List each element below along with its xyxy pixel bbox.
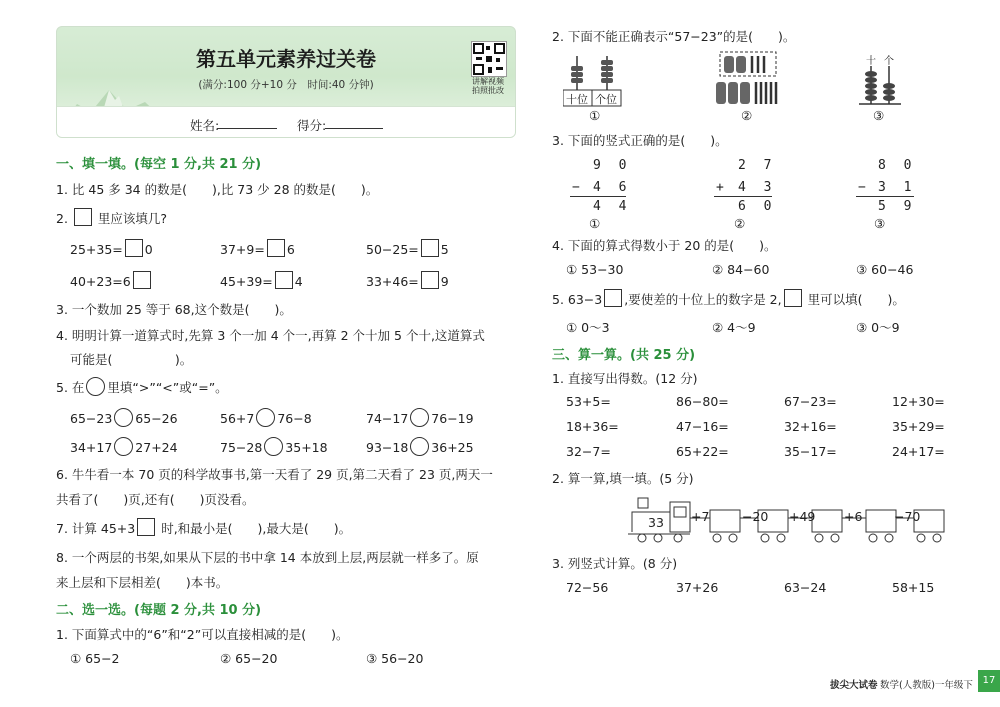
q2-item (366, 271, 449, 289)
compare-circle[interactable] (256, 408, 275, 427)
ones-label: 个位 (595, 93, 617, 106)
s2-q1-opt3[interactable]: ③ 56−20 (366, 651, 424, 666)
train-op-4: +6 (844, 509, 863, 524)
q2-item (220, 271, 303, 289)
s2-q3: 3. 下面的竖式正确的是( )。 (552, 133, 728, 148)
s1-q7-post: 时,和最小是( ),最大是( )。 (157, 521, 352, 536)
calc-top: 8 0 (878, 158, 917, 173)
q2-digit: 9 (440, 274, 449, 289)
abacus-figure (857, 54, 903, 110)
train-op-2: −20 (742, 509, 769, 524)
s2-q4-opt2[interactable]: ② 84−60 (712, 262, 770, 277)
q5-left: 74−17 (366, 411, 409, 426)
q2-expr: 40+23=6 (70, 274, 131, 289)
s2-q1-opt2[interactable]: ② 65−20 (220, 651, 278, 666)
q2-item (220, 239, 295, 257)
mental-calc-item[interactable]: 47−16= (676, 419, 729, 434)
calc-op: − (572, 180, 585, 195)
q2-mark-1[interactable]: ① (589, 108, 601, 123)
score-label: 得分: (297, 118, 327, 133)
mental-calc-item[interactable]: 67−23= (784, 394, 837, 409)
answer-box[interactable] (421, 239, 439, 257)
calc-mark: ① (589, 216, 601, 231)
train-op-5: −70 (894, 509, 921, 524)
abacus-ones-label: 个 (884, 56, 894, 67)
q5-right: 76−19 (431, 411, 474, 426)
calc-line (570, 196, 626, 197)
s3-q1: 1. 直接写出得数。(12 分) (552, 371, 698, 386)
s1-q6-line2: 共看了( )页,还有( )页没看。 (56, 492, 255, 507)
s2-q4-opt1[interactable]: ① 53−30 (566, 262, 624, 277)
s2-q5-mid: ,要使差的十位上的数字是 2, (624, 292, 782, 307)
s1-q8-line1: 8. 一个两层的书架,如果从下层的书中拿 14 本放到上层,两层就一样多了。原 (56, 550, 479, 565)
q2-item (70, 271, 153, 289)
q5-left: 93−18 (366, 440, 409, 455)
s1-q5-pre: 5. 在 (56, 380, 85, 395)
calc-op: − (858, 180, 871, 195)
q2-mark-3[interactable]: ③ (873, 108, 885, 123)
train-op-1: +7 (691, 509, 710, 524)
q5-item (220, 437, 328, 456)
mental-calc-item[interactable]: 65+22= (676, 444, 729, 459)
calc-result: 4 4 (593, 199, 632, 214)
s3-q3: 3. 列竖式计算。(8 分) (552, 556, 678, 571)
qr-caption-line2: 拍照批改 (472, 86, 504, 95)
page-number: 17 (978, 670, 1000, 692)
q2-expr: 50−25= (366, 242, 419, 257)
mental-calc-item[interactable]: 35−17= (784, 444, 837, 459)
q2-item (70, 239, 153, 257)
q2-expr: 33+46= (366, 274, 419, 289)
compare-circle[interactable] (410, 437, 429, 456)
q5-left: 56+7 (220, 411, 255, 426)
q2-expr: 25+35= (70, 242, 123, 257)
s2-q4: 4. 下面的算式得数小于 20 的是( )。 (552, 238, 777, 253)
name-label: 姓名: (190, 118, 220, 133)
calc-top: 2 7 (738, 158, 777, 173)
calc-result: 6 0 (738, 199, 777, 214)
score-field[interactable] (325, 116, 383, 129)
answer-box[interactable] (421, 271, 439, 289)
calc-bottom: 4 3 (738, 180, 777, 195)
answer-box[interactable] (275, 271, 293, 289)
train-start-value: 33 (648, 515, 664, 530)
section2-heading: 二、选一选。(每题 2 分,共 10 分) (56, 603, 262, 618)
s1-q3: 3. 一个数加 25 等于 68,这个数是( )。 (56, 302, 292, 317)
q5-right: 27+24 (135, 440, 178, 455)
s2-q5-pre: 5. 63−3 (552, 292, 603, 307)
s2-q5 (552, 289, 905, 308)
s2-q1-opt1[interactable]: ① 65−2 (70, 651, 120, 666)
footer-book: 数学(人教版)一年级下 (880, 680, 973, 691)
section3-heading: 三、算一算。(共 25 分) (552, 348, 696, 363)
calc-top: 9 0 (593, 158, 632, 173)
calc-op: + (716, 180, 729, 195)
train-op-3: +49 (789, 509, 816, 524)
q5-left: 75−28 (220, 440, 263, 455)
q5-item (366, 437, 474, 456)
answer-box[interactable] (133, 271, 151, 289)
s2-q5-opt1[interactable]: ① 0～3 (566, 320, 610, 335)
footer-brand: 拔尖大试卷 (830, 680, 878, 691)
answer-box[interactable] (267, 239, 285, 257)
mental-calc-item[interactable]: 32+16= (784, 419, 837, 434)
abacus-tens-label: 十 (866, 56, 876, 67)
q2-mark-2[interactable]: ② (741, 108, 753, 123)
qr-caption-line1: 讲解视频 (472, 77, 504, 86)
s2-q5-post: 里可以填( )。 (803, 292, 905, 307)
q2-digit: 4 (294, 274, 303, 289)
stick-bundles-figure (714, 50, 780, 108)
column-calc-item[interactable]: 63−24 (784, 580, 827, 595)
calc-mark: ② (734, 216, 746, 231)
mental-calc-item[interactable]: 86−80= (676, 394, 729, 409)
q5-right: 36+25 (431, 440, 474, 455)
answer-box (784, 289, 802, 307)
q5-item (366, 408, 474, 427)
q2-expr: 45+39= (220, 274, 273, 289)
s1-q2 (56, 208, 167, 227)
mental-calc-item[interactable]: 24+17= (892, 444, 945, 459)
mental-calc-item[interactable]: 32−7= (566, 444, 611, 459)
column-calc-item[interactable]: 58+15 (892, 580, 935, 595)
q2-digit: 0 (144, 242, 153, 257)
s2-q2: 2. 下面不能正确表示“57−23”的是( )。 (552, 29, 796, 44)
q5-right: 76−8 (277, 411, 312, 426)
exam-title: 第五单元素养过关卷 (196, 47, 376, 71)
calc-line (714, 196, 772, 197)
name-score-bar (57, 106, 515, 138)
q5-item (220, 408, 312, 427)
s2-q5-opt2[interactable]: ② 4～9 (712, 320, 756, 335)
calc-line (856, 196, 914, 197)
s1-q2-post: 里应该填几? (93, 211, 168, 226)
s1-q7 (56, 518, 351, 537)
exam-subtitle: (满分:100 分+10 分 时间:40 分钟) (198, 79, 374, 91)
s1-q4-line1: 4. 明明计算一道算式时,先算 3 个一加 4 个一,再算 2 个十加 5 个十,这道算式 (56, 328, 485, 343)
s2-q4-opt3[interactable]: ③ 60−46 (856, 262, 914, 277)
calc-bottom: 3 1 (878, 180, 917, 195)
q2-digit: 6 (286, 242, 295, 257)
mental-calc-item[interactable]: 53+5= (566, 394, 611, 409)
q5-item (70, 437, 178, 456)
s1-q1: 1. 比 45 多 34 的数是( ),比 73 少 28 的数是( )。 (56, 182, 379, 197)
q5-item (70, 408, 178, 427)
calc-bottom: 4 6 (593, 180, 632, 195)
exam-header (56, 26, 516, 138)
s1-q8-line2: 来上层和下层相差( )本书。 (56, 575, 229, 590)
answer-box (74, 208, 92, 226)
section1-heading: 一、填一填。(每空 1 分,共 21 分) (56, 157, 262, 172)
column-calc-item[interactable]: 72−56 (566, 580, 609, 595)
compare-circle[interactable] (114, 408, 133, 427)
column-calc-item[interactable]: 37+26 (676, 580, 719, 595)
q5-left: 65−23 (70, 411, 113, 426)
answer-box[interactable] (137, 518, 155, 536)
calc-result: 5 9 (878, 199, 917, 214)
q2-item (366, 239, 449, 257)
s1-q5 (56, 377, 228, 396)
answer-box[interactable] (604, 289, 622, 307)
s1-q6-line1: 6. 牛牛看一本 70 页的科学故事书,第一天看了 29 页,第二天看了 23 页,两天一 (56, 467, 493, 482)
compare-circle[interactable] (114, 437, 133, 456)
qr-code-icon (472, 42, 506, 76)
name-field[interactable] (217, 116, 277, 129)
qr-code[interactable] (471, 41, 507, 77)
s2-q5-opt3[interactable]: ③ 0～9 (856, 320, 900, 335)
qr-caption (467, 77, 509, 95)
q2-digit: 5 (440, 242, 449, 257)
answer-box[interactable] (125, 239, 143, 257)
tens-label: 十位 (566, 93, 588, 106)
calc-mark: ③ (874, 216, 886, 231)
compare-circle[interactable] (264, 437, 283, 456)
s1-q5-post: 里填“>”“<”或“=”。 (107, 380, 228, 395)
s3-q2: 2. 算一算,填一填。(5 分) (552, 471, 694, 486)
mental-calc-item[interactable]: 18+36= (566, 419, 619, 434)
q2-expr: 37+9= (220, 242, 265, 257)
q5-right: 35+18 (285, 440, 328, 455)
q5-left: 34+17 (70, 440, 113, 455)
s1-q4-line2: 可能是( )。 (70, 352, 193, 367)
mental-calc-item[interactable]: 35+29= (892, 419, 945, 434)
s1-q2-pre: 2. (56, 211, 72, 226)
compare-circle[interactable] (410, 408, 429, 427)
s1-q7-pre: 7. 计算 45+3 (56, 521, 136, 536)
q5-right: 65−26 (135, 411, 178, 426)
compare-circle (86, 377, 105, 396)
s2-q1: 1. 下面算式中的“6”和“2”可以直接相减的是( )。 (56, 627, 349, 642)
mental-calc-item[interactable]: 12+30= (892, 394, 945, 409)
